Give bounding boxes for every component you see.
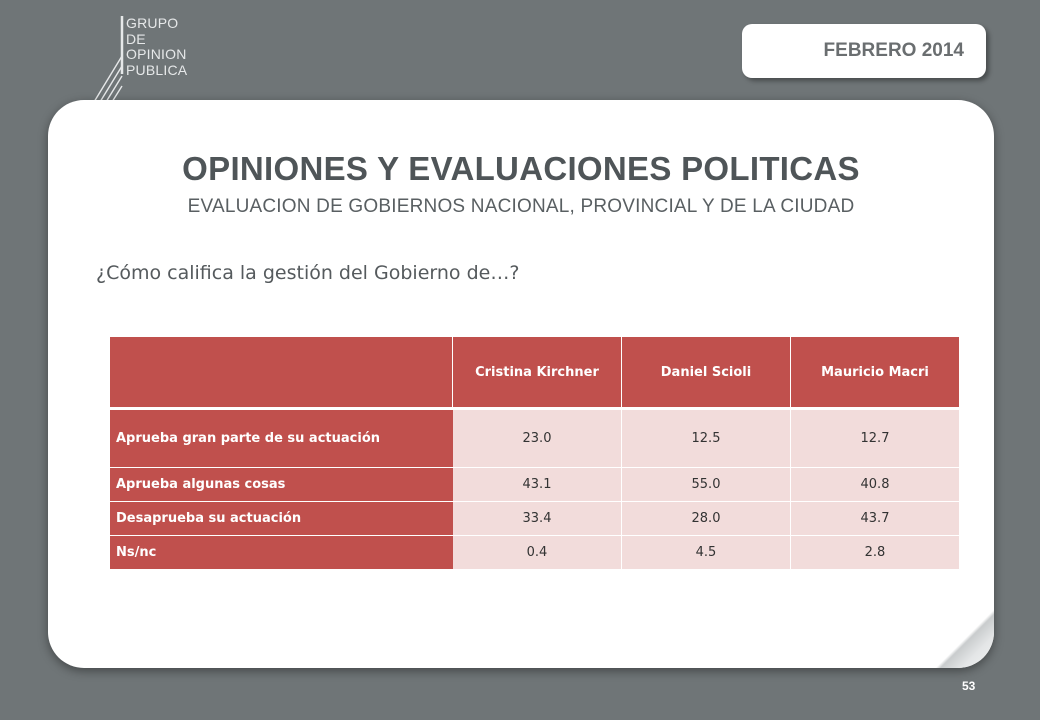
table-cell: 12.5 <box>622 410 791 468</box>
row-label: Aprueba gran parte de su actuación <box>110 410 453 468</box>
row-label: Aprueba algunas cosas <box>110 468 453 502</box>
row-label: Ns/nc <box>110 536 453 570</box>
survey-question: ¿Cómo califica la gestión del Gobierno de…? <box>96 262 520 284</box>
logo-line: OPINION <box>126 46 187 62</box>
table-row <box>110 536 959 570</box>
table-cell: 43.1 <box>453 468 622 502</box>
page-subtitle: EVALUACION DE GOBIERNOS NACIONAL, PROVINCIAL Y DE LA CIUDAD <box>187 196 855 217</box>
table-cell: 43.7 <box>791 502 959 536</box>
logo-mark-icon <box>92 14 124 104</box>
page-curl-decoration <box>936 610 994 668</box>
table-corner-cell <box>110 337 453 410</box>
logo-line: DE <box>126 30 146 47</box>
table-cell: 33.4 <box>453 502 622 536</box>
column-header: Daniel Scioli <box>622 337 791 410</box>
column-header: Mauricio Macri <box>791 337 959 410</box>
table-cell: 2.8 <box>791 536 959 570</box>
page-title: OPINIONES Y EVALUACIONES POLITICAS <box>182 150 860 187</box>
table-cell: 40.8 <box>791 468 959 502</box>
table-header-row <box>110 337 959 410</box>
logo <box>126 16 187 78</box>
page-number: 53 <box>962 679 976 693</box>
table-row <box>110 468 959 502</box>
table-row <box>110 502 959 536</box>
table-cell: 0.4 <box>453 536 622 570</box>
table-cell: 28.0 <box>622 502 791 536</box>
table-cell: 12.7 <box>791 410 959 468</box>
table-cell: 4.5 <box>622 536 791 570</box>
logo-line: PUBLICA <box>126 61 188 78</box>
results-table <box>110 337 959 570</box>
logo-line: GRUPO <box>126 15 179 31</box>
content-panel <box>48 100 994 668</box>
table-row <box>110 410 959 468</box>
date-badge: FEBRERO 2014 <box>742 24 986 78</box>
table-cell: 55.0 <box>622 468 791 502</box>
column-header: Cristina Kirchner <box>453 337 622 410</box>
table-cell: 23.0 <box>453 410 622 468</box>
row-label: Desaprueba su actuación <box>110 502 453 536</box>
